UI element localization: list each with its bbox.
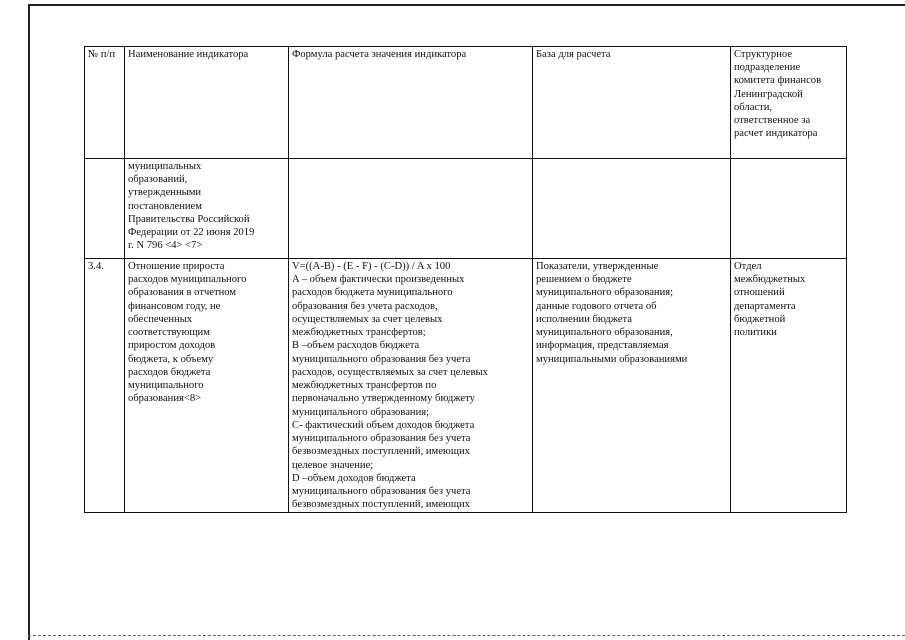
header-formula: Формула расчета значения индикатора xyxy=(289,47,533,159)
row-indicator-name: Отношение прироста расходов муниципального образования в отчетном финансовом году, не обеспеченных соответствующим приростом доходов бюджета, к объему расходов бюджета муниципального образования<8> xyxy=(125,259,289,513)
row-responsible-department xyxy=(731,159,847,259)
header-indicator-name: Наименование индикатора xyxy=(125,47,289,159)
page-border-left xyxy=(28,4,30,640)
row-formula xyxy=(289,159,533,259)
table-header-row xyxy=(85,47,847,159)
header-calculation-base: База для расчета xyxy=(533,47,731,159)
row-number xyxy=(85,159,125,259)
row-number: 3.4. xyxy=(85,259,125,513)
table-row xyxy=(85,159,847,259)
row-calculation-base xyxy=(533,159,731,259)
row-responsible-department: Отдел межбюджетных отношений департамента бюджетной политики xyxy=(731,259,847,513)
row-formula: V=((A-B) - (E - F) - (C-D)) / A x 100 A – объем фактически произведенных расходов бюджета муниципального образования без учета расходов, осуществляемых за счет целевых межбюджетных трансфертов; B –объем расходов бюджета муниципального образования без учета расходов, осуществляемых за счет целевых межбюджетных трансфертов по первоначально утвержденному бюджету муниципального образования; C- фактический объем доходов бюджета муниципального образования без учета безвозмездных поступлений, имеющих целевое значение; D –объем доходов бюджета муниципального образования без учета безвозмездных поступлений, имеющих xyxy=(289,259,533,513)
page-border-bottom xyxy=(28,635,905,636)
row-calculation-base: Показатели, утвержденные решением о бюджете муниципального образования; данные годового отчета об исполнении бюджета муниципального образования, информация, представляемая муниципальными образованиями xyxy=(533,259,731,513)
row-indicator-name: муниципальных образований, утвержденными постановлением Правительства Российской Федерации от 22 июня 2019 г. N 796 <4> <7> xyxy=(125,159,289,259)
table-row xyxy=(85,259,847,513)
header-responsible-department: Структурное подразделение комитета финансов Ленинградской области, ответственное за расчет индикатора xyxy=(731,47,847,159)
indicator-table xyxy=(84,46,847,513)
header-number: № п/п xyxy=(85,47,125,159)
page-border-top xyxy=(28,4,905,6)
